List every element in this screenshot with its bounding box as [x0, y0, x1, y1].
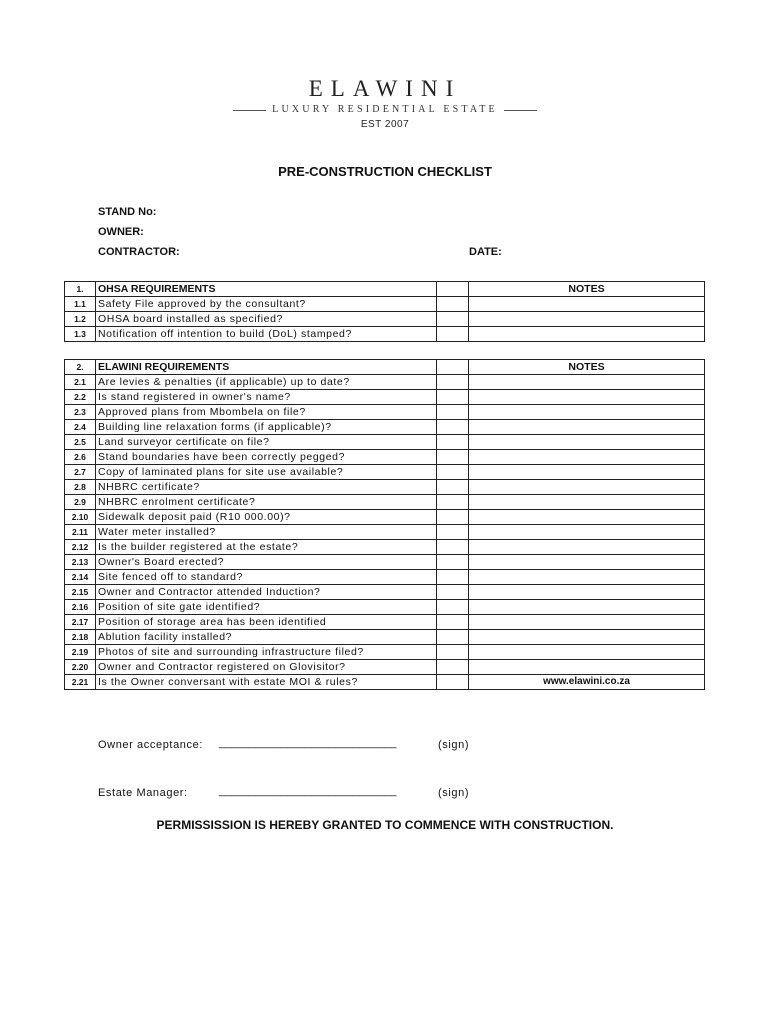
logo-tagline-row — [0, 103, 770, 117]
table-row — [65, 510, 705, 525]
item-number: 2.16 — [65, 600, 96, 615]
estate-manager-label: Estate Manager: — [98, 787, 188, 799]
notes-cell[interactable] — [469, 327, 705, 342]
item-description: Photos of site and surrounding infrastructure filed? — [96, 645, 437, 660]
check-cell[interactable] — [437, 660, 469, 675]
check-cell[interactable] — [437, 645, 469, 660]
logo-tagline: LUXURY RESIDENTIAL ESTATE — [272, 104, 498, 115]
check-cell[interactable] — [437, 450, 469, 465]
check-cell[interactable] — [437, 435, 469, 450]
item-number: 2.11 — [65, 525, 96, 540]
check-cell[interactable] — [437, 327, 469, 342]
notes-cell[interactable] — [469, 480, 705, 495]
table-row — [65, 630, 705, 645]
item-number: 2.10 — [65, 510, 96, 525]
manager-sign-note: (sign) — [438, 787, 470, 799]
check-cell — [437, 360, 469, 375]
notes-header: NOTES — [469, 360, 705, 375]
item-number: 2.8 — [65, 480, 96, 495]
item-number: 1.3 — [65, 327, 96, 342]
notes-cell[interactable] — [469, 435, 705, 450]
page-title: PRE-CONSTRUCTION CHECKLIST — [278, 164, 492, 179]
table-row — [65, 435, 705, 450]
check-cell[interactable] — [437, 630, 469, 645]
check-cell[interactable] — [437, 312, 469, 327]
item-number: 2.3 — [65, 405, 96, 420]
item-description: Is the Owner conversant with estate MOI & rules? — [96, 675, 437, 690]
check-cell[interactable] — [437, 585, 469, 600]
check-cell[interactable] — [437, 510, 469, 525]
check-cell[interactable] — [437, 405, 469, 420]
elawini-requirements-table — [64, 359, 705, 690]
manager-signature-line: _____________________________ — [219, 785, 397, 797]
stand-no-label: STAND No: — [98, 206, 157, 218]
check-cell[interactable] — [437, 390, 469, 405]
item-description: Are levies & penalties (if applicable) up to date? — [96, 375, 437, 390]
table-row — [65, 570, 705, 585]
table-row — [65, 480, 705, 495]
logo-est: EST 2007 — [360, 119, 410, 130]
section-number: 2. — [65, 360, 96, 375]
date-label: DATE: — [469, 246, 502, 258]
notes-cell[interactable] — [469, 312, 705, 327]
table-row — [65, 390, 705, 405]
item-number: 2.13 — [65, 555, 96, 570]
item-description: Sidewalk deposit paid (R10 000.00)? — [96, 510, 437, 525]
item-description: Approved plans from Mbombela on file? — [96, 405, 437, 420]
item-number: 1.1 — [65, 297, 96, 312]
notes-cell[interactable] — [469, 555, 705, 570]
item-description: Site fenced off to standard? — [96, 570, 437, 585]
notes-cell[interactable] — [469, 660, 705, 675]
item-description: Position of storage area has been identified — [96, 615, 437, 630]
logo-brand: ELAWINI — [308, 76, 462, 101]
check-cell — [437, 282, 469, 297]
item-description: Safety File approved by the consultant? — [96, 297, 437, 312]
item-description: Water meter installed? — [96, 525, 437, 540]
check-cell[interactable] — [437, 675, 469, 690]
item-description: Owner's Board erected? — [96, 555, 437, 570]
item-description: Land surveyor certificate on file? — [96, 435, 437, 450]
table-row — [65, 585, 705, 600]
item-number: 2.1 — [65, 375, 96, 390]
item-number: 2.5 — [65, 435, 96, 450]
check-cell[interactable] — [437, 555, 469, 570]
table-row — [65, 375, 705, 390]
website-url: www.elawini.co.za — [469, 675, 705, 690]
table-row — [65, 600, 705, 615]
table-row — [65, 405, 705, 420]
table-row — [65, 327, 705, 342]
item-number: 2.15 — [65, 585, 96, 600]
table-row — [65, 540, 705, 555]
owner-sign-note: (sign) — [438, 739, 470, 751]
check-cell[interactable] — [437, 540, 469, 555]
table-row — [65, 312, 705, 327]
item-number: 2.12 — [65, 540, 96, 555]
notes-cell[interactable] — [469, 510, 705, 525]
table-row — [65, 555, 705, 570]
notes-cell[interactable] — [469, 450, 705, 465]
notes-cell[interactable] — [469, 297, 705, 312]
notes-cell[interactable] — [469, 465, 705, 480]
item-number: 2.7 — [65, 465, 96, 480]
section-heading: ELAWINI REQUIREMENTS — [96, 360, 437, 375]
item-description: Notification off intention to build (DoL) stamped? — [96, 327, 437, 342]
check-cell[interactable] — [437, 420, 469, 435]
item-number: 2.18 — [65, 630, 96, 645]
table-row — [65, 525, 705, 540]
item-description: Ablution facility installed? — [96, 630, 437, 645]
notes-cell[interactable] — [469, 570, 705, 585]
ohsa-requirements-table — [64, 281, 705, 342]
estate-logo — [0, 76, 770, 130]
item-description: Copy of laminated plans for site use available? — [96, 465, 437, 480]
table-row — [65, 675, 705, 690]
item-description: Stand boundaries have been correctly pegged? — [96, 450, 437, 465]
item-description: Building line relaxation forms (if applicable)? — [96, 420, 437, 435]
item-description: NHBRC certificate? — [96, 480, 437, 495]
notes-cell[interactable] — [469, 645, 705, 660]
section-heading: OHSA REQUIREMENTS — [96, 282, 437, 297]
table-row — [65, 297, 705, 312]
check-cell[interactable] — [437, 297, 469, 312]
item-description: Is the builder registered at the estate? — [96, 540, 437, 555]
table-row — [65, 450, 705, 465]
tagline-rule-left — [233, 110, 266, 111]
item-description: NHBRC enrolment certificate? — [96, 495, 437, 510]
check-cell[interactable] — [437, 615, 469, 630]
notes-header: NOTES — [469, 282, 705, 297]
notes-cell[interactable] — [469, 420, 705, 435]
permission-statement: PERMISSISSION IS HEREBY GRANTED TO COMMENCE WITH CONSTRUCTION. — [156, 818, 614, 832]
owner-signature-line: _____________________________ — [219, 737, 397, 749]
table-row — [65, 465, 705, 480]
item-number: 2.9 — [65, 495, 96, 510]
table-row — [65, 420, 705, 435]
table-row — [65, 615, 705, 630]
check-cell[interactable] — [437, 480, 469, 495]
item-number: 2.20 — [65, 660, 96, 675]
notes-cell[interactable] — [469, 630, 705, 645]
check-cell[interactable] — [437, 375, 469, 390]
item-description: Is stand registered in owner's name? — [96, 390, 437, 405]
owner-acceptance-label: Owner acceptance: — [98, 739, 203, 751]
notes-cell[interactable] — [469, 600, 705, 615]
item-number: 1.2 — [65, 312, 96, 327]
item-number: 2.14 — [65, 570, 96, 585]
section-header-row — [65, 360, 705, 375]
table-row — [65, 495, 705, 510]
check-cell[interactable] — [437, 465, 469, 480]
item-number: 2.6 — [65, 450, 96, 465]
check-cell[interactable] — [437, 600, 469, 615]
section-number: 1. — [65, 282, 96, 297]
table-row — [65, 645, 705, 660]
item-description: Owner and Contractor registered on Glovisitor? — [96, 660, 437, 675]
item-description: Owner and Contractor attended Induction? — [96, 585, 437, 600]
notes-cell[interactable] — [469, 405, 705, 420]
item-number: 2.19 — [65, 645, 96, 660]
notes-cell[interactable] — [469, 585, 705, 600]
notes-cell[interactable] — [469, 615, 705, 630]
table-row — [65, 660, 705, 675]
contractor-label: CONTRACTOR: — [98, 246, 180, 258]
item-description: OHSA board installed as specified? — [96, 312, 437, 327]
notes-cell[interactable] — [469, 525, 705, 540]
notes-cell[interactable] — [469, 540, 705, 555]
check-cell[interactable] — [437, 495, 469, 510]
item-number: 2.2 — [65, 390, 96, 405]
item-number: 2.21 — [65, 675, 96, 690]
section-header-row — [65, 282, 705, 297]
tagline-rule-right — [504, 110, 537, 111]
notes-cell[interactable] — [469, 375, 705, 390]
notes-cell[interactable] — [469, 390, 705, 405]
item-number: 2.17 — [65, 615, 96, 630]
notes-cell[interactable] — [469, 495, 705, 510]
check-cell[interactable] — [437, 570, 469, 585]
item-number: 2.4 — [65, 420, 96, 435]
item-description: Position of site gate identified? — [96, 600, 437, 615]
check-cell[interactable] — [437, 525, 469, 540]
owner-label: OWNER: — [98, 226, 144, 238]
